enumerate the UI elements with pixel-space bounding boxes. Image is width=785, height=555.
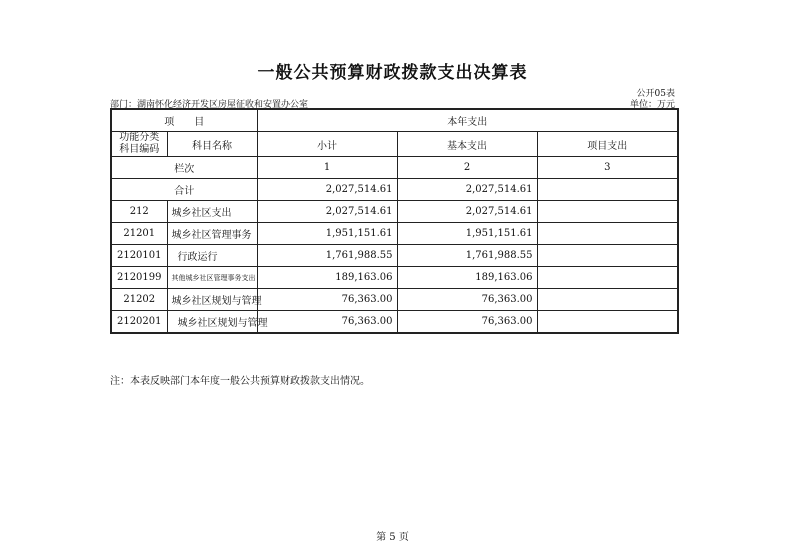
expenditure-table bbox=[110, 108, 679, 334]
header-subtotal: 小计 bbox=[257, 132, 397, 157]
row-name: 其他城乡社区管理事务支出 bbox=[167, 267, 257, 289]
row-basic: 2,027,514.61 bbox=[397, 201, 537, 223]
table-row bbox=[111, 245, 678, 267]
total-subtotal: 2,027,514.61 bbox=[257, 179, 397, 201]
row-subtotal: 2,027,514.61 bbox=[257, 201, 397, 223]
row-project bbox=[537, 311, 678, 334]
total-basic: 2,027,514.61 bbox=[397, 179, 537, 201]
row-project bbox=[537, 245, 678, 267]
report-title: 一般公共预算财政拨款支出决算表 bbox=[257, 63, 528, 83]
row-code: 21202 bbox=[111, 289, 167, 311]
row-name: 城乡社区支出 bbox=[167, 201, 257, 223]
total-project bbox=[537, 179, 678, 201]
header-basic: 基本支出 bbox=[397, 132, 537, 157]
header-name: 科目名称 bbox=[167, 132, 257, 157]
row-name: 城乡社区规划与管理 bbox=[167, 311, 257, 334]
row-name: 行政运行 bbox=[167, 245, 257, 267]
row-code: 21201 bbox=[111, 223, 167, 245]
row-basic: 76,363.00 bbox=[397, 311, 537, 334]
row-project bbox=[537, 267, 678, 289]
row-name: 城乡社区规划与管理 bbox=[167, 289, 257, 311]
table-row bbox=[111, 201, 678, 223]
row-code: 2120201 bbox=[111, 311, 167, 334]
row-subtotal: 189,163.06 bbox=[257, 267, 397, 289]
row-name: 城乡社区管理事务 bbox=[167, 223, 257, 245]
header-project: 项目支出 bbox=[537, 132, 678, 157]
column-index-row bbox=[111, 157, 678, 179]
department-label: 部门：湖南怀化经济开发区房屋征收和安置办公室 bbox=[110, 100, 309, 110]
column-index-3: 3 bbox=[537, 157, 678, 179]
table-row bbox=[111, 311, 678, 334]
row-project bbox=[537, 223, 678, 245]
row-subtotal: 76,363.00 bbox=[257, 311, 397, 334]
table-row bbox=[111, 223, 678, 245]
row-code: 2120101 bbox=[111, 245, 167, 267]
header-row-columns bbox=[111, 132, 678, 157]
row-basic: 189,163.06 bbox=[397, 267, 537, 289]
row-code: 2120199 bbox=[111, 267, 167, 289]
total-row bbox=[111, 179, 678, 201]
row-project bbox=[537, 289, 678, 311]
column-index-label: 栏次 bbox=[111, 157, 257, 179]
table-row bbox=[111, 267, 678, 289]
row-code: 212 bbox=[111, 201, 167, 223]
column-index-2: 2 bbox=[397, 157, 537, 179]
row-basic: 1,951,151.61 bbox=[397, 223, 537, 245]
column-index-1: 1 bbox=[257, 157, 397, 179]
header-row-top bbox=[111, 109, 678, 132]
header-current-year: 本年支出 bbox=[257, 109, 678, 132]
unit-label: 单位：万元 bbox=[629, 100, 675, 110]
page-number: 第 5 页 bbox=[376, 532, 409, 543]
row-subtotal: 1,951,151.61 bbox=[257, 223, 397, 245]
table-note: 注：本表反映部门本年度一般公共预算财政拨款支出情况。 bbox=[110, 376, 370, 387]
table-row bbox=[111, 289, 678, 311]
header-code: 功能分类科目编码 bbox=[111, 132, 167, 157]
header-item: 项 目 bbox=[111, 109, 257, 132]
row-basic: 1,761,988.55 bbox=[397, 245, 537, 267]
form-code: 公开05表 bbox=[636, 89, 675, 99]
row-project bbox=[537, 201, 678, 223]
total-label: 合计 bbox=[111, 179, 257, 201]
row-subtotal: 76,363.00 bbox=[257, 289, 397, 311]
row-subtotal: 1,761,988.55 bbox=[257, 245, 397, 267]
row-basic: 76,363.00 bbox=[397, 289, 537, 311]
